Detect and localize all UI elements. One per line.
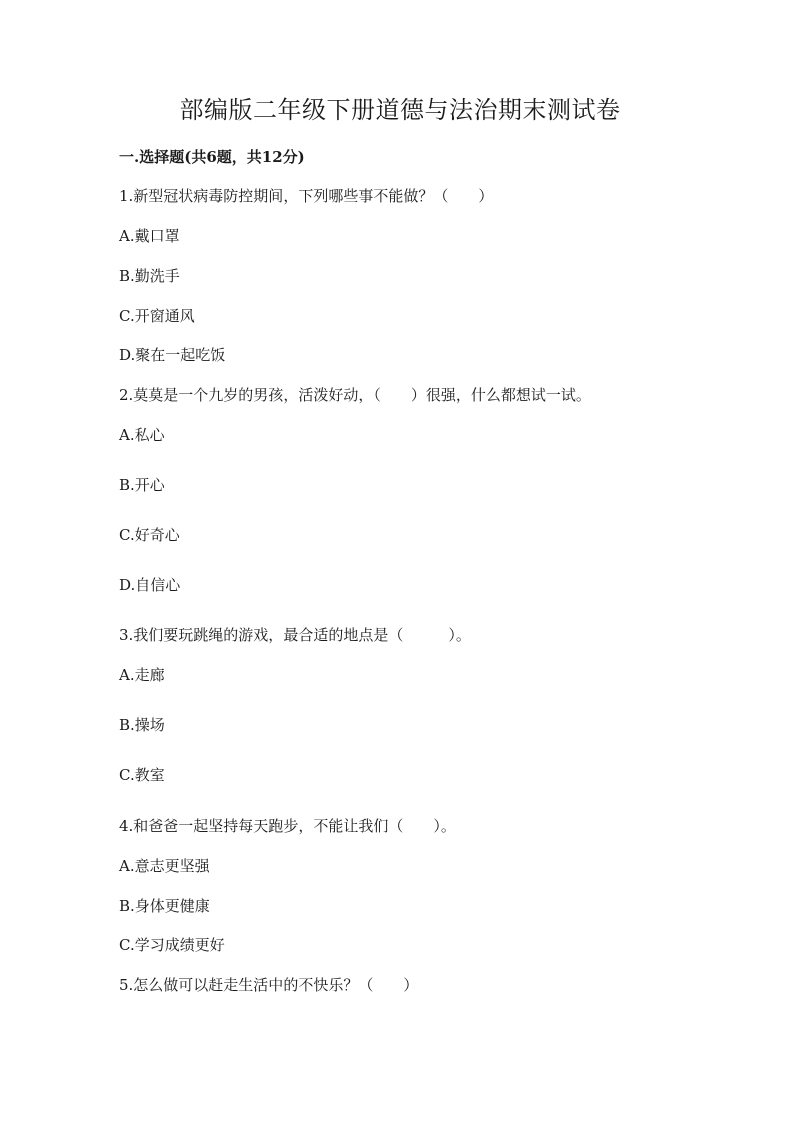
question-3-stem: 3.我们要玩跳绳的游戏，最合适的地点是（ ）。 [119, 626, 471, 644]
section-heading: 一.选择题(共6题，共12分) [119, 148, 305, 166]
question-3-option-b: B.操场 [119, 716, 165, 734]
question-4-stem: 4.和爸爸一起坚持每天跑步，不能让我们（ ）。 [119, 817, 456, 835]
question-4-option-c: C.学习成绩更好 [119, 936, 225, 954]
question-2-option-b: B.开心 [119, 476, 165, 494]
question-3-option-a: A.走廊 [119, 666, 165, 684]
page-title: 部编版二年级下册道德与法治期末测试卷 [179, 96, 621, 124]
question-2-option-c: C.好奇心 [119, 526, 180, 544]
question-2-option-a: A.私心 [119, 426, 165, 444]
question-2-stem: 2.莫莫是一个九岁的男孩，活泼好动，（ ）很强，什么都想试一试。 [119, 386, 591, 404]
question-3-option-c: C.教室 [119, 766, 165, 784]
question-5-stem: 5.怎么做可以赶走生活中的不快乐？（ ） [119, 976, 419, 994]
question-2-option-d: D.自信心 [119, 576, 181, 594]
question-1-option-b: B.勤洗手 [119, 267, 180, 285]
question-4-option-a: A.意志更坚强 [119, 857, 210, 875]
question-1-option-c: C.开窗通风 [119, 307, 195, 325]
question-1-option-a: A.戴口罩 [119, 227, 180, 245]
question-1-option-d: D.聚在一起吃饭 [119, 346, 226, 364]
question-1-stem: 1.新型冠状病毒防控期间，下列哪些事不能做？（ ） [119, 187, 494, 205]
question-4-option-b: B.身体更健康 [119, 897, 210, 915]
